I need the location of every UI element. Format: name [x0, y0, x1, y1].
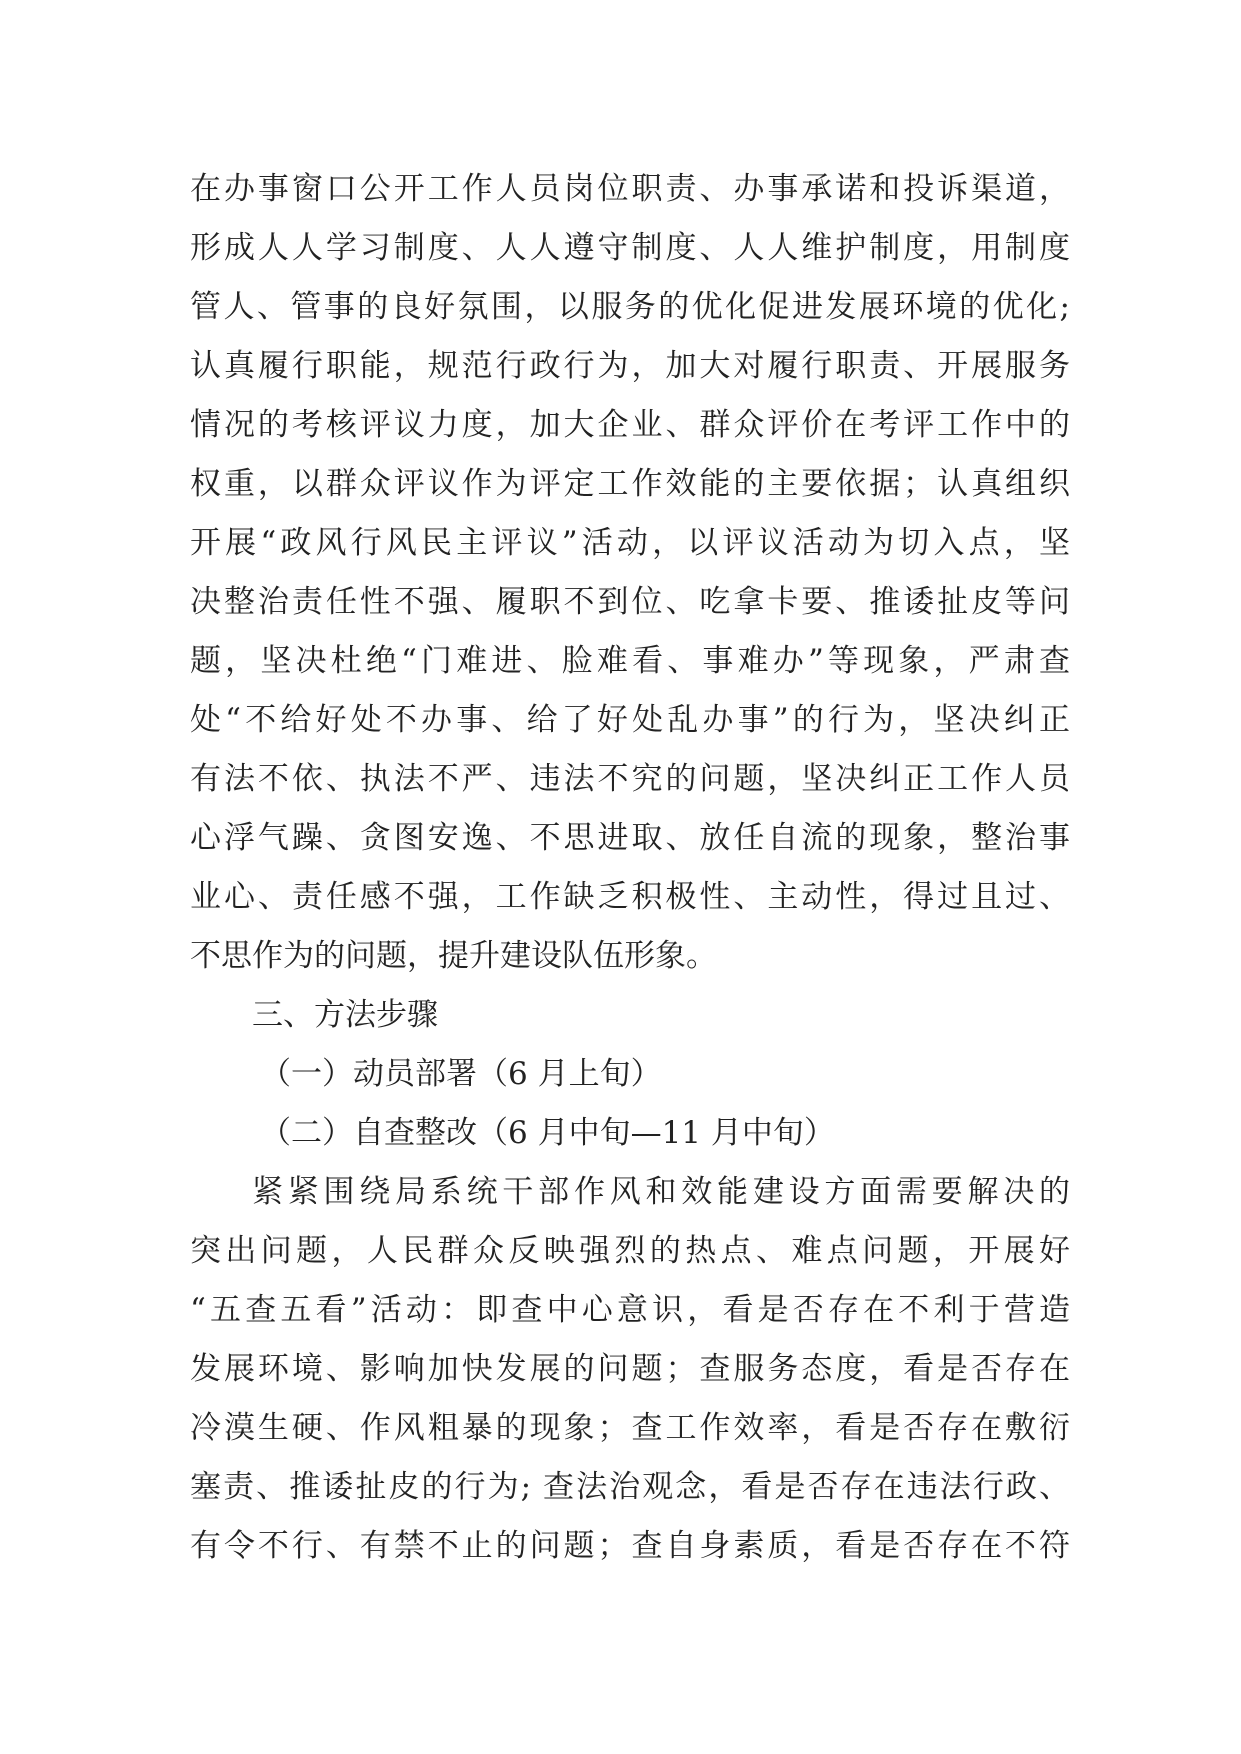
paragraph-line: 决整治责任性不强、履职不到位、吃拿卡要、推诿扯皮等问 [190, 584, 1070, 620]
paragraph-line: 形成人人学习制度、人人遵守制度、人人维护制度，用制度 [190, 230, 1070, 266]
step-heading-1: （一）动员部署（6 月上旬） [260, 1056, 662, 1092]
paragraph-line: 不思作为的问题，提升建设队伍形象。 [190, 938, 717, 974]
step-heading-2: （二）自查整改（6 月中旬—11 月中旬） [260, 1115, 835, 1151]
paragraph-line: 管人、管事的良好氛围，以服务的优化促进发展环境的优化; [190, 289, 1070, 325]
paragraph-line: 业心、责任感不强，工作缺乏积极性、主动性，得过且过、 [190, 879, 1070, 915]
paragraph-line: 发展环境、影响加快发展的问题；查服务态度，看是否存在 [190, 1351, 1070, 1387]
paragraph-line: 认真履行职能，规范行政行为，加大对履行职责、开展服务 [190, 348, 1070, 384]
paragraph-line: 开展“政风行风民主评议”活动，以评议活动为切入点，坚 [190, 525, 1070, 561]
paragraph-line: 在办事窗口公开工作人员岗位职责、办事承诺和投诉渠道， [190, 171, 1070, 207]
paragraph-line: 处“不给好处不办事、给了好处乱办事”的行为，坚决纠正 [190, 702, 1070, 738]
paragraph-line: 有法不依、执法不严、违法不究的问题，坚决纠正工作人员 [190, 761, 1070, 797]
section-heading: 三、方法步骤 [252, 997, 438, 1033]
paragraph-line: 突出问题，人民群众反映强烈的热点、难点问题，开展好 [190, 1233, 1070, 1269]
paragraph-line: 冷漠生硬、作风粗暴的现象；查工作效率，看是否存在敷衍 [190, 1410, 1070, 1446]
paragraph-line: 有令不行、有禁不止的问题；查自身素质，看是否存在不符 [190, 1528, 1070, 1564]
paragraph-line: 心浮气躁、贪图安逸、不思进取、放任自流的现象，整治事 [190, 820, 1070, 856]
paragraph-line: 紧紧围绕局系统干部作风和效能建设方面需要解决的 [252, 1174, 1070, 1210]
document-body [190, 160, 1070, 1576]
paragraph-line: 权重，以群众评议作为评定工作效能的主要依据；认真组织 [190, 466, 1070, 502]
paragraph-line: 情况的考核评议力度，加大企业、群众评价在考评工作中的 [190, 407, 1070, 443]
paragraph-line: “五查五看”活动：即查中心意识，看是否存在不利于营造 [190, 1292, 1070, 1328]
paragraph-line: 塞责、推诿扯皮的行为; 查法治观念，看是否存在违法行政、 [190, 1469, 1070, 1505]
paragraph-line: 题，坚决杜绝“门难进、脸难看、事难办”等现象，严肃查 [190, 643, 1070, 679]
